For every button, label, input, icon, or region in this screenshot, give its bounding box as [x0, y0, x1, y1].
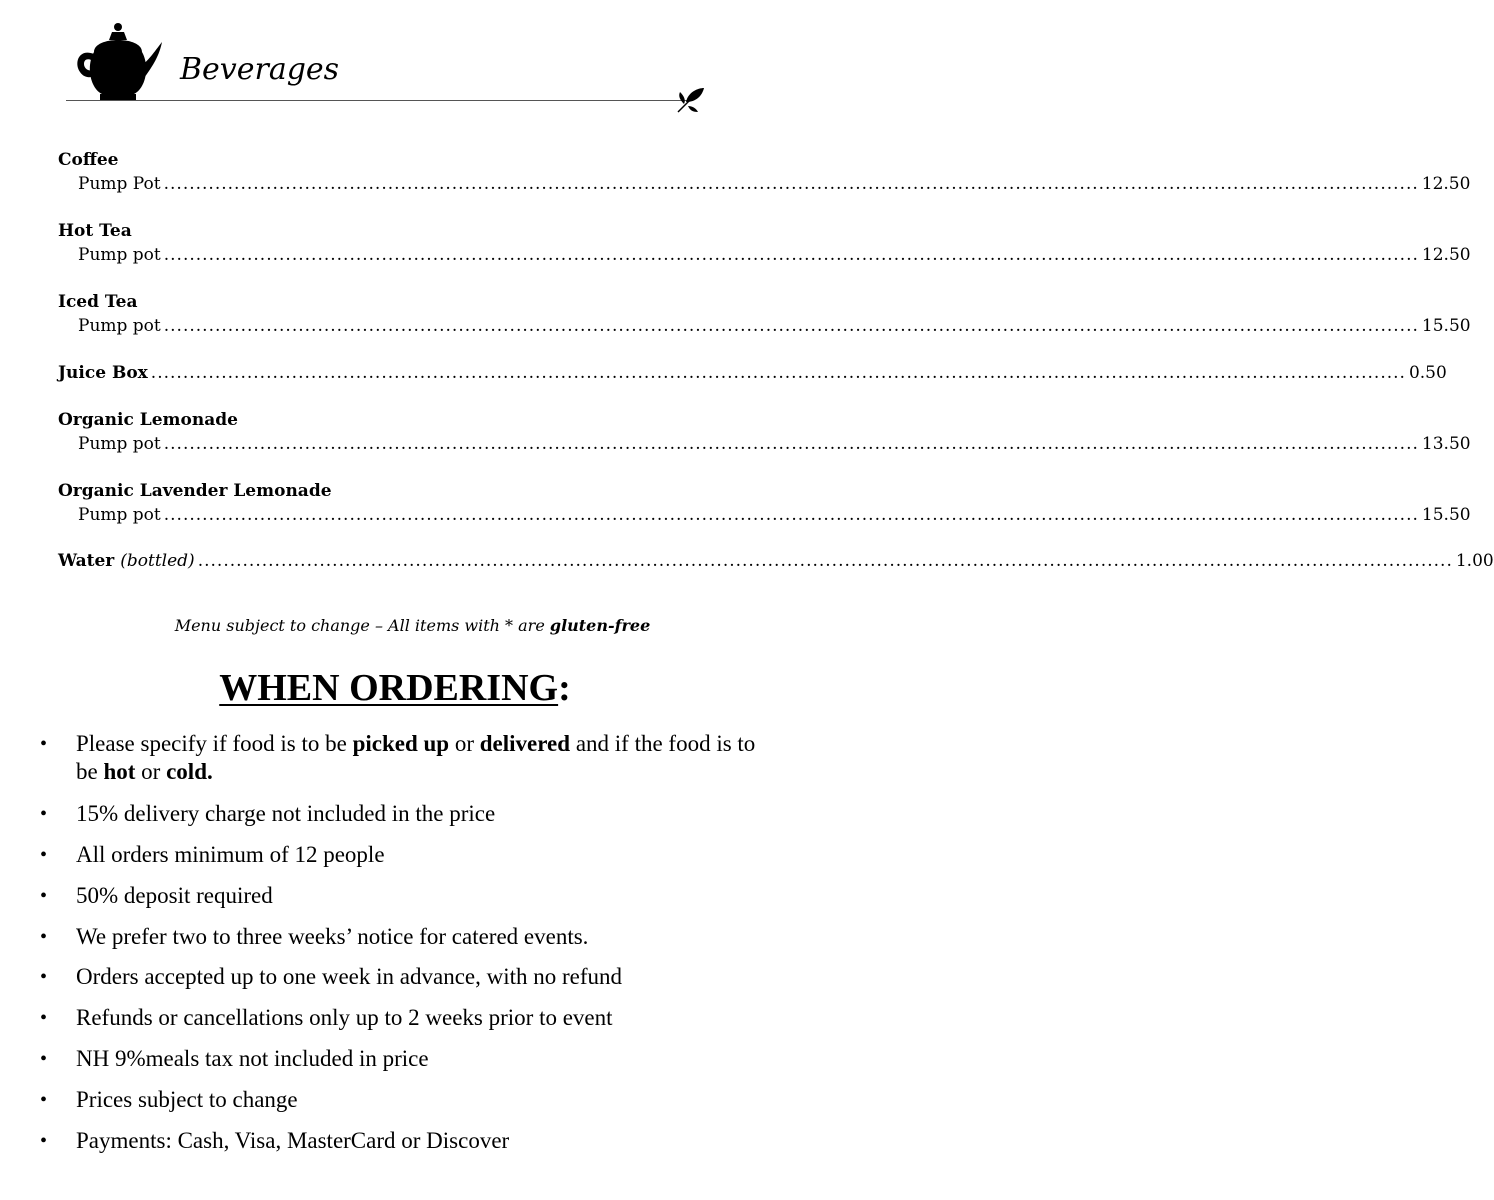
menu-item-organic-lemonade [58, 408, 1471, 456]
bullet-icon: • [40, 926, 48, 948]
ordering-heading [0, 666, 790, 710]
item-price-row [58, 549, 1494, 573]
rule-text: 50% deposit required [76, 883, 273, 908]
bullet-icon: • [40, 1007, 48, 1029]
dot-leader: .................................................................................................................................................................................................... [163, 174, 1419, 194]
menu-item-juice-box [58, 361, 1447, 385]
bullet-icon: • [40, 885, 48, 907]
menu-item-coffee [58, 148, 1471, 196]
option-label: Pump pot [78, 245, 161, 265]
dot-leader: .................................................................................................................................................................................................... [163, 505, 1419, 525]
ordering-colon: : [558, 667, 571, 709]
item-option-row [58, 243, 1471, 267]
tea-leaf-icon [674, 84, 706, 116]
rule-text: Payments: Cash, Visa, MasterCard or Discover [76, 1128, 510, 1153]
section-title: Beverages [180, 52, 340, 87]
item-option-row [58, 432, 1471, 456]
option-label: Pump pot [78, 434, 161, 454]
item-name: Water [58, 551, 115, 571]
item-name: Hot Tea [58, 221, 132, 241]
rule-text: and if the food is to be [76, 731, 756, 784]
gluten-free-notice [0, 616, 825, 635]
item-price: 12.50 [1421, 245, 1471, 265]
rule-text: Please specify if food is to be [76, 731, 353, 756]
list-item [40, 882, 756, 910]
notice-emphasis: gluten-free [549, 616, 651, 635]
list-item [40, 1004, 756, 1032]
bullet-icon: • [40, 1048, 48, 1070]
item-price: 12.50 [1421, 174, 1471, 194]
list-item [40, 1045, 756, 1073]
item-option-row [58, 172, 1471, 196]
menu-item-iced-tea [58, 290, 1471, 338]
rule-text: 15% delivery charge not included in the price [76, 801, 496, 826]
item-option-row [58, 503, 1471, 527]
bullet-icon: • [40, 733, 48, 755]
item-name: Iced Tea [58, 292, 138, 312]
bullet-icon: • [40, 966, 48, 988]
list-item [40, 841, 756, 869]
notice-text: Menu subject to change – All items with * are [174, 616, 550, 635]
teapot-icon [72, 22, 164, 102]
rule-text: Prices subject to change [76, 1087, 298, 1112]
item-note: (bottled) [120, 551, 195, 571]
bullet-icon: • [40, 1089, 48, 1111]
menu-item-organic-lavender-lemonade [58, 479, 1471, 527]
rule-emphasis: delivered [479, 731, 571, 756]
dot-leader: .................................................................................................................................................................................................... [163, 434, 1419, 454]
item-price: 15.50 [1421, 316, 1471, 336]
rule-emphasis: hot [103, 759, 136, 784]
list-item [40, 923, 756, 951]
item-name: Juice Box [58, 363, 148, 383]
menu-header [0, 0, 825, 120]
rule-emphasis: picked up [352, 731, 450, 756]
list-item [40, 963, 756, 991]
rule-text: NH 9%meals tax not included in price [76, 1046, 429, 1071]
item-name: Organic Lemonade [58, 410, 238, 430]
list-item [40, 1086, 756, 1114]
bullet-icon: • [40, 803, 48, 825]
header-rule [66, 100, 690, 101]
item-price: 0.50 [1408, 363, 1447, 383]
rule-text: Orders accepted up to one week in advance, with no refund [76, 964, 623, 989]
ordering-title: WHEN ORDERING [219, 667, 559, 709]
item-option-row [58, 314, 1471, 338]
bullet-icon: • [40, 844, 48, 866]
rule-text: All orders minimum of 12 people [76, 842, 385, 867]
bullet-icon: • [40, 1130, 48, 1152]
list-item [40, 800, 756, 828]
dot-leader: .................................................................................................................................................................................................... [163, 316, 1419, 336]
rule-text: or [449, 731, 480, 756]
item-price-row [58, 361, 1447, 385]
rule-emphasis: cold. [166, 759, 213, 784]
dot-leader: .................................................................................................................................................................................................... [150, 363, 1406, 383]
rule-text: We prefer two to three weeks’ notice for catered events. [76, 924, 589, 949]
item-name: Coffee [58, 150, 119, 170]
rule-text: or [135, 759, 167, 784]
item-price: 15.50 [1421, 505, 1471, 525]
menu-item-hot-tea [58, 219, 1471, 267]
menu-item-water [58, 549, 1494, 573]
item-price: 1.00 [1455, 551, 1494, 571]
rule-text: Refunds or cancellations only up to 2 weeks prior to event [76, 1005, 613, 1030]
option-label: Pump Pot [78, 174, 161, 194]
option-label: Pump pot [78, 316, 161, 336]
list-item [40, 730, 756, 786]
item-price: 13.50 [1421, 434, 1471, 454]
list-item [40, 1127, 756, 1155]
item-name: Organic Lavender Lemonade [58, 481, 332, 501]
dot-leader: .................................................................................................................................................................................................... [197, 551, 1453, 571]
option-label: Pump pot [78, 505, 161, 525]
dot-leader: .................................................................................................................................................................................................... [163, 245, 1419, 265]
